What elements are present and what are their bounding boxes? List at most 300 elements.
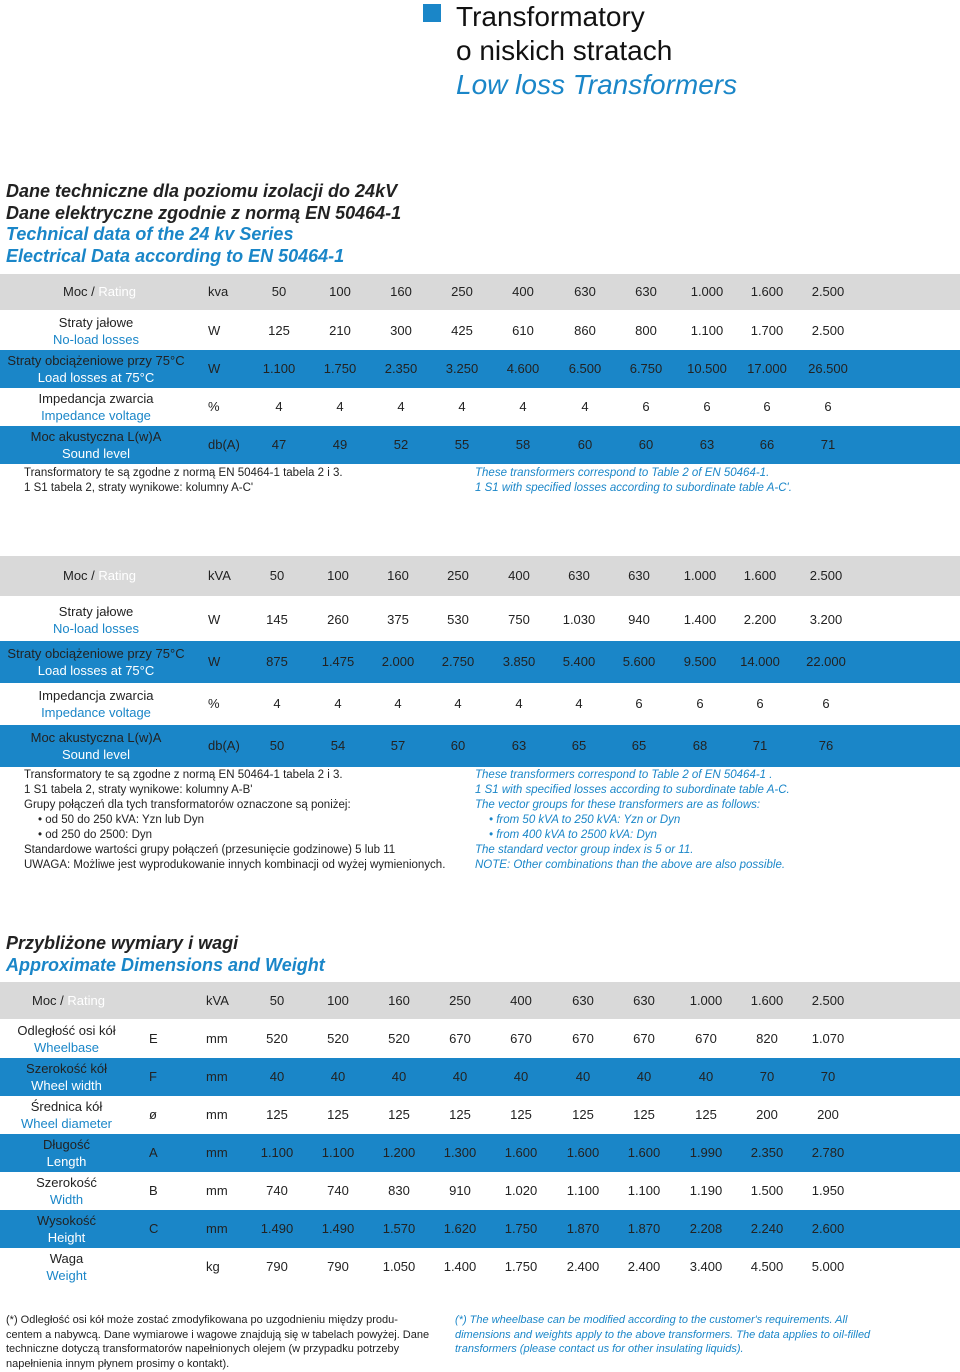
table-cell: 4 xyxy=(273,696,281,711)
rating-value: 2.500 xyxy=(809,568,843,583)
table-cell: 70 xyxy=(820,1069,836,1084)
table-cell: 1.990 xyxy=(689,1145,723,1160)
table-cell: 71 xyxy=(820,437,836,452)
table-cell: 1.020 xyxy=(504,1183,538,1198)
table-cell: 4 xyxy=(575,696,583,711)
table-cell: 1.700 xyxy=(750,323,784,338)
row-unit: W xyxy=(208,361,221,376)
row-label-en: Length xyxy=(46,1154,87,1169)
brand-square-icon xyxy=(423,4,441,22)
table1-notes-en xyxy=(475,466,792,496)
table-cell: 425 xyxy=(451,323,473,338)
note-bullet: • od 50 do 250 kVA: Yzn lub Dyn xyxy=(24,813,445,828)
table-cell: 125 xyxy=(327,1107,349,1122)
section1-heading xyxy=(6,181,401,267)
table-row xyxy=(0,641,960,683)
footnote-line: techniczne dotyczą transformatorów napełnionych olejem (w przypadku potrzeby xyxy=(6,1343,400,1355)
row-label xyxy=(6,729,186,763)
row-unit: % xyxy=(208,399,220,414)
table2-notes-en xyxy=(475,768,790,873)
row-label-en: Height xyxy=(47,1230,86,1245)
table-cell: 1.750 xyxy=(323,361,357,376)
row-label-en: Impedance voltage xyxy=(41,408,151,423)
section3-heading-en: Approximate Dimensions and Weight xyxy=(6,954,325,975)
rating-unit: kVA xyxy=(206,992,229,1008)
table-cell: 40 xyxy=(452,1069,468,1084)
table-cell: 6 xyxy=(696,696,704,711)
table-cell: 2.350 xyxy=(750,1145,784,1160)
table-cell: 70 xyxy=(759,1069,775,1084)
table-row xyxy=(0,725,960,767)
note-line: The standard vector group index is 5 or 11. xyxy=(475,844,694,856)
table-cell: 4 xyxy=(519,399,527,414)
note-bullet: • od 250 do 2500: Dyn xyxy=(24,828,445,843)
table-cell: 1.870 xyxy=(566,1221,600,1236)
row-unit: mm xyxy=(206,1221,228,1236)
note-line: UWAGA: Możliwe jest wyprodukowanie innych kombinacji od wyżej wymienionych. xyxy=(24,859,446,871)
rating-label-pl: Moc / xyxy=(32,992,64,1008)
table-cell: 520 xyxy=(266,1031,288,1046)
footnote-pl xyxy=(6,1313,429,1371)
table-cell: 1.070 xyxy=(811,1031,845,1046)
table-cell: 750 xyxy=(508,612,530,627)
table-cell: 1.490 xyxy=(260,1221,294,1236)
row-symbol: F xyxy=(149,1069,157,1084)
row-label-pl: Szerokość xyxy=(36,1175,97,1190)
table-cell: 1.600 xyxy=(504,1145,538,1160)
table-cell: 58 xyxy=(515,437,531,452)
row-label xyxy=(6,314,186,348)
footnote-line: (*) Odległość osi kół może zostać zmodyfikowana po uzgodnieniu między produ- xyxy=(6,1314,398,1326)
table-row xyxy=(0,350,960,388)
section1-heading-line3: Technical data of the 24 kv Series xyxy=(6,224,294,244)
table-cell: 940 xyxy=(628,612,650,627)
row-label-pl: Szerokość kół xyxy=(26,1061,107,1076)
table-cell: 875 xyxy=(266,654,288,669)
table-row xyxy=(0,312,960,350)
table-cell: 1.490 xyxy=(321,1221,355,1236)
table-cell: 1.190 xyxy=(689,1183,723,1198)
table-row xyxy=(0,426,960,464)
table-cell: 52 xyxy=(393,437,409,452)
table-cell: 71 xyxy=(752,738,768,753)
note-line: NOTE: Other combinations than the above are also possible. xyxy=(475,859,786,871)
table-cell: 1.570 xyxy=(382,1221,416,1236)
table-cell: 670 xyxy=(633,1031,655,1046)
table-cell: 530 xyxy=(447,612,469,627)
footnote-line: dimensions and weights apply to the above transformers. The data applies to oil-filled xyxy=(455,1328,871,1341)
table-cell: 1.750 xyxy=(504,1221,538,1236)
note-line: Transformatory te są zgodne z normą EN 50464-1 tabela 2 i 3. xyxy=(24,769,343,781)
row-unit: db(A) xyxy=(208,738,240,753)
table-cell: 4 xyxy=(581,399,589,414)
rating-value: 1.000 xyxy=(689,992,723,1008)
row-unit: mm xyxy=(206,1183,228,1198)
table-cell: 40 xyxy=(698,1069,714,1084)
table-cell: 2.400 xyxy=(566,1259,600,1274)
footnote-line: napełnienia innym płynem prosimy o kontakt). xyxy=(6,1357,230,1370)
row-symbol: A xyxy=(149,1145,158,1160)
row-label-en: Sound level xyxy=(62,446,130,461)
note-line: These transformers correspond to Table 2 of EN 50464-1 . xyxy=(475,769,773,781)
table-row xyxy=(0,1096,960,1134)
table-cell: 1.200 xyxy=(382,1145,416,1160)
row-unit: % xyxy=(208,696,220,711)
rating-value: 160 xyxy=(388,992,410,1008)
rating-value: 1.000 xyxy=(690,284,724,299)
table-cell: 670 xyxy=(449,1031,471,1046)
rating-value: 1.600 xyxy=(750,992,784,1008)
row-label-en: Impedance voltage xyxy=(41,705,151,720)
rating-value: 100 xyxy=(329,284,351,299)
row-label-pl: Impedancja zwarcia xyxy=(38,688,154,703)
table-cell: 1.050 xyxy=(382,1259,416,1274)
rating-value: 2.500 xyxy=(811,284,845,299)
row-label xyxy=(4,1174,129,1208)
rating-value: 50 xyxy=(269,568,285,583)
table-cell: 2.208 xyxy=(689,1221,723,1236)
table-cell: 1.030 xyxy=(562,612,596,627)
row-label xyxy=(6,352,186,386)
table-cell: 57 xyxy=(390,738,406,753)
table-cell: 4 xyxy=(454,696,462,711)
table-row xyxy=(0,1248,960,1286)
table-cell: 6 xyxy=(635,696,643,711)
row-label xyxy=(4,1060,129,1094)
table-cell: 14.000 xyxy=(740,654,780,669)
row-label xyxy=(4,1022,129,1056)
row-symbol: ø xyxy=(149,1107,157,1122)
table-cell: 125 xyxy=(266,1107,288,1122)
table-cell: 300 xyxy=(390,323,412,338)
table-row xyxy=(0,1058,960,1096)
table-cell: 1.500 xyxy=(750,1183,784,1198)
table-cell: 1.750 xyxy=(504,1259,538,1274)
table-cell: 520 xyxy=(327,1031,349,1046)
note-line: The vector groups for these transformers are as follows: xyxy=(475,799,761,811)
table-cell: 670 xyxy=(695,1031,717,1046)
table-cell: 4 xyxy=(334,696,342,711)
rating-value: 100 xyxy=(327,992,349,1008)
row-label-en: Weight xyxy=(46,1268,87,1283)
note-line: These transformers correspond to Table 2 of EN 50464-1. xyxy=(475,467,770,479)
row-unit: mm xyxy=(206,1069,228,1084)
rating-value: 400 xyxy=(510,992,532,1008)
rating-value: 630 xyxy=(633,992,655,1008)
row-unit: mm xyxy=(206,1107,228,1122)
note-bullet: • from 50 kVA to 250 kVA: Yzn or Dyn xyxy=(475,813,790,828)
row-label xyxy=(4,1136,129,1170)
row-label xyxy=(4,1098,129,1132)
row-label-pl: Średnica kół xyxy=(30,1099,103,1114)
table-cell: 3.400 xyxy=(689,1259,723,1274)
table-header-row xyxy=(0,274,960,310)
row-label-pl: Impedancja zwarcia xyxy=(38,391,154,406)
row-label-en: Wheel diameter xyxy=(20,1116,113,1131)
table-cell: 790 xyxy=(327,1259,349,1274)
table-cell: 830 xyxy=(388,1183,410,1198)
note-line: 1 S1 with specified losses according to subordinate table A-C. xyxy=(475,784,790,796)
row-unit: mm xyxy=(206,1031,228,1046)
table-cell: 2.350 xyxy=(384,361,418,376)
table-cell: 125 xyxy=(268,323,290,338)
table-cell: 6 xyxy=(763,399,771,414)
table-cell: 1.100 xyxy=(321,1145,355,1160)
row-unit: W xyxy=(208,612,221,627)
note-line: Transformatory te są zgodne z normą EN 50464-1 tabela 2 i 3. xyxy=(24,467,343,479)
table-cell: 4 xyxy=(336,399,344,414)
table-cell: 66 xyxy=(759,437,775,452)
table-cell: 68 xyxy=(692,738,708,753)
rating-value: 160 xyxy=(387,568,409,583)
table-cell: 6 xyxy=(822,696,830,711)
rating-label-en: Rating xyxy=(67,992,105,1008)
footnote-line: transformers (please contact us for other insulating liquids). xyxy=(455,1343,744,1355)
table-cell: 1.600 xyxy=(627,1145,661,1160)
table-cell: 40 xyxy=(391,1069,407,1084)
section1-heading-line4: Electrical Data according to EN 50464-1 xyxy=(6,245,345,266)
table-cell: 910 xyxy=(449,1183,471,1198)
table-cell: 2.240 xyxy=(750,1221,784,1236)
table-cell: 40 xyxy=(575,1069,591,1084)
table-cell: 6 xyxy=(824,399,832,414)
table-cell: 40 xyxy=(636,1069,652,1084)
row-label xyxy=(6,428,186,462)
row-label-en: Width xyxy=(49,1192,84,1207)
section1-heading-line1: Dane techniczne dla poziomu izolacji do 24kV xyxy=(6,181,398,201)
table-cell: 375 xyxy=(387,612,409,627)
table-cell: 1.475 xyxy=(321,654,355,669)
row-label-pl: Straty obciążeniowe przy 75°C xyxy=(7,353,185,368)
table-cell: 26.500 xyxy=(808,361,848,376)
table-row xyxy=(0,1134,960,1172)
table-cell: 54 xyxy=(330,738,346,753)
footnote-en xyxy=(455,1313,870,1357)
table-cell: 800 xyxy=(635,323,657,338)
row-symbol: E xyxy=(149,1031,158,1046)
row-label-pl: Straty obciążeniowe przy 75°C xyxy=(7,646,185,661)
table-cell: 1.600 xyxy=(566,1145,600,1160)
table-cell: 6 xyxy=(642,399,650,414)
table-cell: 65 xyxy=(631,738,647,753)
row-label-pl: Waga xyxy=(49,1251,84,1266)
table-cell: 17.000 xyxy=(747,361,787,376)
note-line: 1 S1 tabela 2, straty wynikowe: kolumny A-C' xyxy=(24,482,254,494)
table-row xyxy=(0,1172,960,1210)
table-cell: 740 xyxy=(266,1183,288,1198)
table-cell: 1.400 xyxy=(683,612,717,627)
rating-value: 630 xyxy=(574,284,596,299)
table-cell: 4 xyxy=(275,399,283,414)
table-cell: 2.500 xyxy=(811,323,845,338)
note-line: Grupy połączeń dla tych transformatorów oznaczone są poniżej: xyxy=(24,799,351,811)
table-cell: 3.250 xyxy=(445,361,479,376)
row-label-pl: Straty jałowe xyxy=(58,604,134,619)
table-cell: 1.870 xyxy=(627,1221,661,1236)
section1-heading-line2: Dane elektryczne zgodnie z normą EN 50464-1 xyxy=(6,202,402,223)
row-unit: W xyxy=(208,654,221,669)
table-cell: 2.400 xyxy=(627,1259,661,1274)
table-cell: 76 xyxy=(818,738,834,753)
title-pl-line2: o niskich stratach xyxy=(456,35,673,66)
table-cell: 1.300 xyxy=(443,1145,477,1160)
rating-value: 1.600 xyxy=(750,284,784,299)
rating-label xyxy=(32,993,105,1008)
rating-value: 250 xyxy=(451,284,473,299)
rating-value: 50 xyxy=(269,992,285,1008)
note-bullet: • from 400 kVA to 2500 kVA: Dyn xyxy=(475,828,790,843)
row-symbol: C xyxy=(149,1221,159,1236)
table-cell: 40 xyxy=(513,1069,529,1084)
table-cell: 5.600 xyxy=(622,654,656,669)
row-label-pl: Straty jałowe xyxy=(58,315,134,330)
table-header-row xyxy=(0,982,960,1019)
table-cell: 9.500 xyxy=(683,654,717,669)
row-label-en: No-load losses xyxy=(53,621,139,636)
table-cell: 6 xyxy=(756,696,764,711)
table-cell: 3.850 xyxy=(502,654,536,669)
table2-notes-pl xyxy=(24,768,445,873)
table-cell: 1.100 xyxy=(262,361,296,376)
table-cell: 22.000 xyxy=(806,654,846,669)
row-label-en: Load losses at 75°C xyxy=(37,370,155,385)
table-cell: 1.950 xyxy=(811,1183,845,1198)
table-cell: 65 xyxy=(571,738,587,753)
table-cell: 125 xyxy=(388,1107,410,1122)
table-cell: 4.600 xyxy=(506,361,540,376)
rating-value: 630 xyxy=(635,284,657,299)
table-cell: 40 xyxy=(330,1069,346,1084)
table-cell: 1.100 xyxy=(690,323,724,338)
table-cell: 1.620 xyxy=(443,1221,477,1236)
table-cell: 125 xyxy=(572,1107,594,1122)
table-cell: 1.400 xyxy=(443,1259,477,1274)
row-unit: kg xyxy=(206,1259,220,1274)
table-cell: 63 xyxy=(511,738,527,753)
row-label-pl: Moc akustyczna L(w)A xyxy=(30,429,162,444)
row-label xyxy=(6,645,186,679)
row-unit: W xyxy=(208,323,221,338)
title-pl-line1: Transformatory xyxy=(456,1,645,32)
table-cell: 260 xyxy=(327,612,349,627)
table-cell: 4 xyxy=(515,696,523,711)
table-cell: 1.100 xyxy=(566,1183,600,1198)
table-cell: 6.750 xyxy=(629,361,663,376)
table-cell: 4 xyxy=(458,399,466,414)
row-label-pl: Wysokość xyxy=(36,1213,97,1228)
rating-unit: kVA xyxy=(208,568,231,583)
footnote-line: centem a nabywcą. Dane wymiarowe i wagowe znajdują się w tabelach powyżej. Dane xyxy=(6,1328,430,1341)
table-header-row xyxy=(0,556,960,596)
footnote-line: (*) The wheelbase can be modified according to the customer's requirements. All xyxy=(455,1314,848,1326)
rating-label-pl: Moc / xyxy=(63,284,95,299)
table-cell: 145 xyxy=(266,612,288,627)
row-label xyxy=(4,1212,129,1246)
table-cell: 200 xyxy=(756,1107,778,1122)
table-row xyxy=(0,1210,960,1248)
row-symbol: B xyxy=(149,1183,158,1198)
table-cell: 125 xyxy=(449,1107,471,1122)
rating-value: 1.600 xyxy=(743,568,777,583)
table-cell: 1.100 xyxy=(260,1145,294,1160)
title-en: Low loss Transformers xyxy=(456,69,738,100)
table-cell: 125 xyxy=(695,1107,717,1122)
row-label-en: Wheel width xyxy=(31,1078,102,1093)
table-cell: 4 xyxy=(397,399,405,414)
table-cell: 6.500 xyxy=(568,361,602,376)
row-label xyxy=(4,1250,129,1284)
row-label-en: Load losses at 75°C xyxy=(37,663,155,678)
table-cell: 820 xyxy=(756,1031,778,1046)
rating-value: 400 xyxy=(508,568,530,583)
table-cell: 5.000 xyxy=(811,1259,845,1274)
table-cell: 125 xyxy=(633,1107,655,1122)
section3-heading xyxy=(6,933,325,976)
rating-value: 2.500 xyxy=(811,992,845,1008)
row-label-en: No-load losses xyxy=(53,332,139,347)
table-cell: 520 xyxy=(388,1031,410,1046)
table-row xyxy=(0,1020,960,1058)
table-cell: 200 xyxy=(817,1107,839,1122)
rating-value: 100 xyxy=(327,568,349,583)
rating-value: 630 xyxy=(568,568,590,583)
table-cell: 790 xyxy=(266,1259,288,1274)
rating-label xyxy=(63,284,136,299)
table-cell: 10.500 xyxy=(687,361,727,376)
table-cell: 60 xyxy=(577,437,593,452)
rating-label-en: Rating xyxy=(98,568,136,583)
table-cell: 210 xyxy=(329,323,351,338)
rating-label-en: Rating xyxy=(98,284,136,299)
table-cell: 610 xyxy=(512,323,534,338)
rating-value: 630 xyxy=(572,992,594,1008)
table-cell: 2.200 xyxy=(743,612,777,627)
page-title xyxy=(456,0,737,102)
row-label xyxy=(6,603,186,637)
rating-label-pl: Moc / xyxy=(63,568,95,583)
rating-value: 400 xyxy=(512,284,534,299)
table-cell: 63 xyxy=(699,437,715,452)
table-cell: 50 xyxy=(269,738,285,753)
note-line: Standardowe wartości grupy połączeń (przesunięcie godzinowe) 5 lub 11 xyxy=(24,844,396,856)
table-cell: 670 xyxy=(572,1031,594,1046)
table-cell: 60 xyxy=(450,738,466,753)
row-label-pl: Moc akustyczna L(w)A xyxy=(30,730,162,745)
rating-value: 160 xyxy=(390,284,412,299)
table-cell: 2.000 xyxy=(381,654,415,669)
table1-notes-pl xyxy=(24,466,343,496)
table-cell: 49 xyxy=(332,437,348,452)
table-cell: 1.100 xyxy=(627,1183,661,1198)
table-row xyxy=(0,683,960,725)
rating-value: 630 xyxy=(628,568,650,583)
table-row xyxy=(0,388,960,426)
table-cell: 740 xyxy=(327,1183,349,1198)
row-label xyxy=(6,390,186,424)
table-cell: 4 xyxy=(394,696,402,711)
table-row xyxy=(0,599,960,641)
table-cell: 2.750 xyxy=(441,654,475,669)
table-cell: 3.200 xyxy=(809,612,843,627)
table-cell: 60 xyxy=(638,437,654,452)
row-label-pl: Odległość osi kół xyxy=(17,1023,116,1038)
rating-value: 250 xyxy=(449,992,471,1008)
table-cell: 6 xyxy=(703,399,711,414)
note-line: 1 S1 with specified losses according to subordinate table A-C'. xyxy=(475,482,792,494)
table-cell: 2.600 xyxy=(811,1221,845,1236)
table-cell: 670 xyxy=(510,1031,532,1046)
row-label-en: Wheelbase xyxy=(33,1040,100,1055)
